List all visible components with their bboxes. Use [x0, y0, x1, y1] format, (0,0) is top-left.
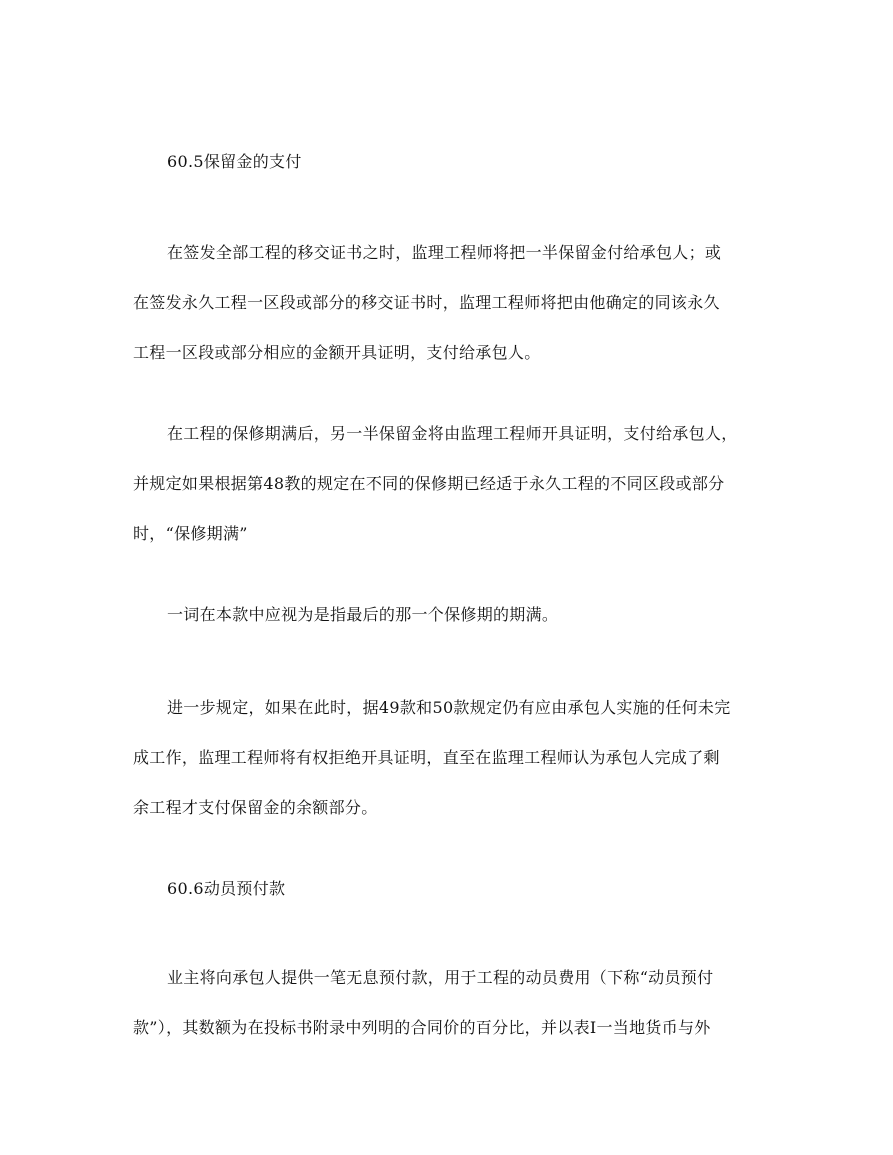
paragraph-line: 在签发全部工程的移交证书之时，监理工程师将把一半保留金付给承包人；或 [167, 243, 722, 262]
paragraph-line: 时，“保修期满” [133, 524, 248, 543]
paragraph-line: 在工程的保修期满后，另一半保留金将由监理工程师开具证明，支付给承包人， [167, 424, 738, 443]
paragraph-line: 在签发永久工程一区段或部分的移交证书时，监理工程师将把由他确定的同该永久 [133, 293, 720, 312]
paragraph-line: 并规定如果根据第48教的规定在不同的保修期已经适于永久工程的不同区段或部分 [133, 474, 725, 493]
section-heading-60-6 [133, 864, 773, 914]
paragraph-2 [133, 409, 773, 559]
paragraph-line: 一词在本款中应视为是指最后的那一个保修期的期满。 [167, 605, 559, 624]
paragraph-line: 余工程才支付保留金的余额部分。 [133, 798, 378, 817]
paragraph-line: 工程一区段或部分相应的金额开具证明，支付给承包人。 [133, 343, 541, 362]
heading-text: 60.6动员预付款 [167, 879, 286, 898]
paragraph-4 [133, 683, 773, 833]
section-heading-60-5 [133, 137, 773, 187]
heading-text: 60.5保留金的支付 [167, 152, 302, 171]
paragraph-line: 成工作，监理工程师将有权拒绝开具证明，直至在监理工程师认为承包人完成了剩 [133, 748, 720, 767]
paragraph-1 [133, 228, 773, 378]
paragraph-5 [133, 953, 773, 1053]
paragraph-line: 进一步规定，如果在此时，据49款和50款规定仍有应由承包人实施的任何未完 [167, 698, 731, 717]
paragraph-3 [133, 590, 773, 640]
paragraph-line: 款”），其数额为在投标书附录中列明的合同价的百分比，并以表I一当地货币与外 [133, 1018, 711, 1037]
paragraph-line: 业主将向承包人提供一笔无息预付款，用于工程的动员费用（下称“动员预付 [167, 968, 714, 987]
